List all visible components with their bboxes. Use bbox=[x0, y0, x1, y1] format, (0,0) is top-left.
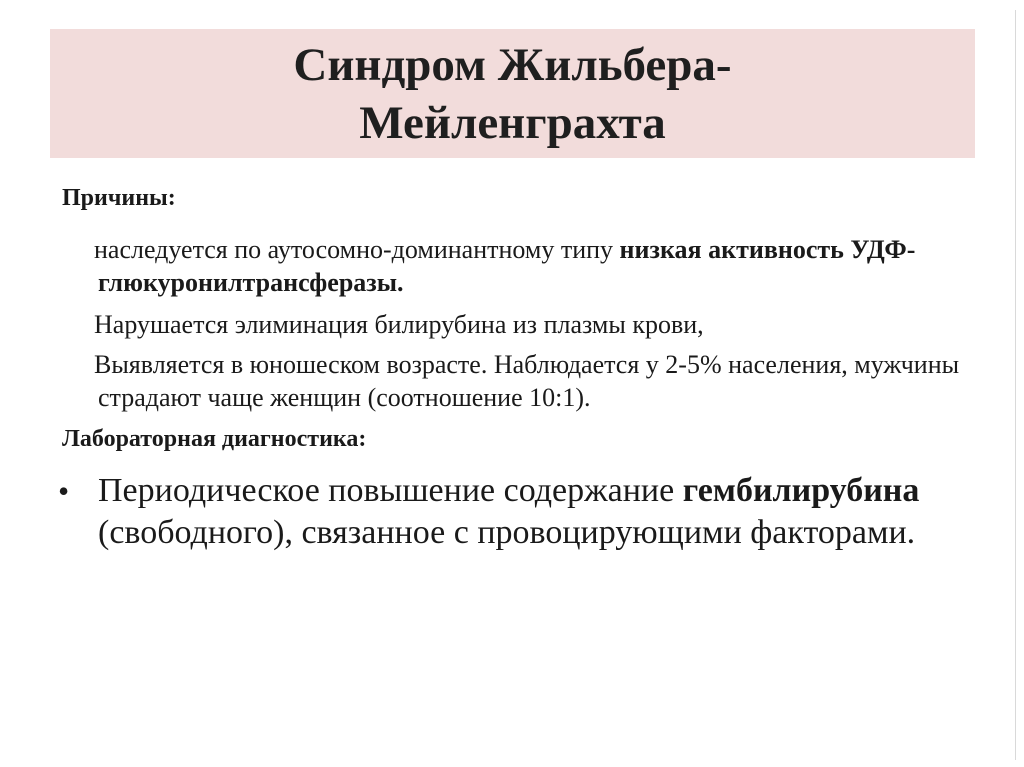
lab-bullet-item bbox=[58, 470, 962, 554]
lab-heading: Лабораторная диагностика: bbox=[62, 426, 367, 452]
title-line-2: Мейленграхта bbox=[359, 96, 666, 149]
inheritance-text: наследуется по аутосомно-доминантному типу bbox=[94, 235, 620, 264]
enzyme-activity-text: низкая активность УДФ-глюкуронилтрансферазы. bbox=[98, 235, 916, 297]
causes-paragraph-elimination: Нарушается элиминация билирубина из плазмы крови, bbox=[94, 310, 704, 339]
title-band bbox=[50, 29, 975, 158]
causes-paragraph-prevalence: Выявляется в юношеском возрасте. Наблюдается у 2-5% населения, мужчины страдают чаще женщин (соотношение 10:1). bbox=[94, 350, 960, 412]
causes-paragraph-inheritance bbox=[62, 233, 962, 299]
bullet-icon: • bbox=[58, 473, 70, 509]
bullet-text-start: Периодическое повышение содержание bbox=[98, 472, 683, 509]
slide-border bbox=[1015, 10, 1016, 760]
causes-heading: Причины: bbox=[62, 185, 176, 211]
bullet-text-end: (свободного), связанное с провоцирующими факторами. bbox=[98, 514, 916, 551]
slide-content bbox=[58, 183, 962, 554]
bullet-text-bold: гембилирубина bbox=[682, 472, 920, 509]
title-line-1: Синдром Жильбера- bbox=[293, 38, 732, 91]
